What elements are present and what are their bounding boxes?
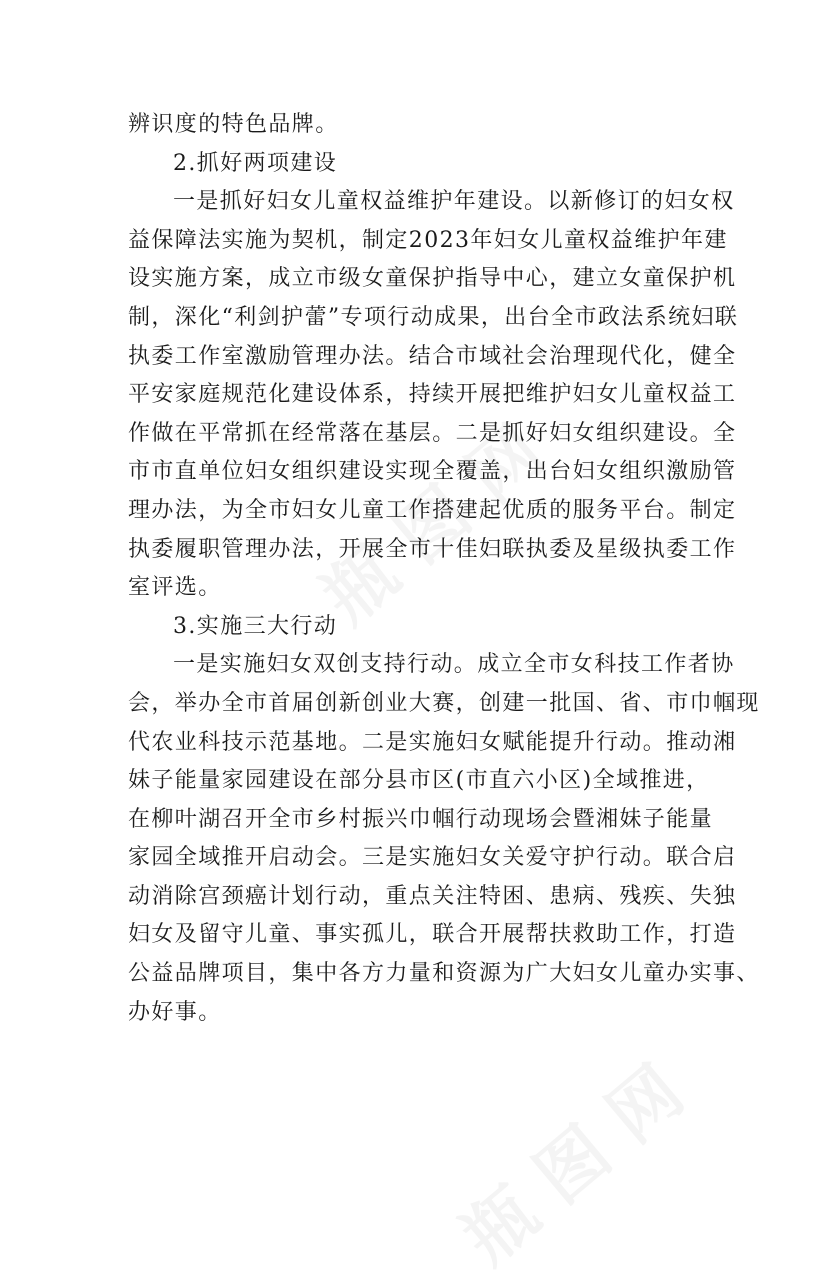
text-line: 公益品牌项目，集中各方力量和资源为广大妇女儿童办实事、 [128,961,760,987]
text-line: 平安家庭规范化建设体系，持续开展把维护妇女儿童权益工 [128,382,737,408]
text-line: 执委工作室激励管理办法。结合市域社会治理现代化，健全 [128,343,737,369]
text-line: 设实施方案，成立市级女童保护指导中心，建立女童保护机 [128,266,737,292]
text-line: 作做在平常抓在经常落在基层。二是抓好妇女组织建设。全 [128,420,737,446]
section-heading: 2.抓好两项建设 [173,150,338,176]
text-line: 益保障法实施为契机，制定2023年妇女儿童权益维护年建 [128,227,728,253]
text-line: 执委履职管理办法，开展全市十佳妇联执委及星级执委工作 [128,536,737,562]
text-line: 一是实施妇女双创支持行动。成立全市女科技工作者协 [173,652,735,678]
text-line: 家园全域推开启动会。三是实施妇女关爱守护行动。联合启 [128,845,737,871]
text-line: 市市直单位妇女组织建设实现全覆盖，出台妇女组织激励管 [128,459,737,485]
text-line: 辨识度的特色品牌。 [128,112,339,137]
text-line: 动消除宫颈癌计划行动，重点关注特困、患病、残疾、失独 [128,883,737,909]
text-line: 会，举办全市首届创新创业大赛，创建一批国、省、市巾帼现 [128,690,760,716]
section-heading: 3.实施三大行动 [173,613,338,639]
text-line: 制，深化“利剑护蕾”专项行动成果，出台全市政法系统妇联 [128,304,739,330]
text-line: 代农业科技示范基地。二是实施妇女赋能提升行动。推动湘 [128,729,737,755]
text-line: 妇女及留守儿童、事实孤儿，联合开展帮扶救助工作，打造 [128,922,737,948]
text-line: 妹子能量家园建设在部分县市区(市直六小区)全域推进， [128,768,710,794]
body-text [128,106,760,1032]
watermark [438,1039,701,1282]
text-line: 办好事。 [128,999,222,1025]
text-line: 一是抓好妇女儿童权益维护年建设。以新修订的妇女权 [173,189,735,215]
text-line: 在柳叶湖召开全市乡村振兴巾帼行动现场会暨湘妹子能量 [128,806,714,832]
text-line: 理办法，为全市妇女儿童工作搭建起优质的服务平台。制定 [128,497,737,523]
text-line: 室评选。 [128,575,222,601]
